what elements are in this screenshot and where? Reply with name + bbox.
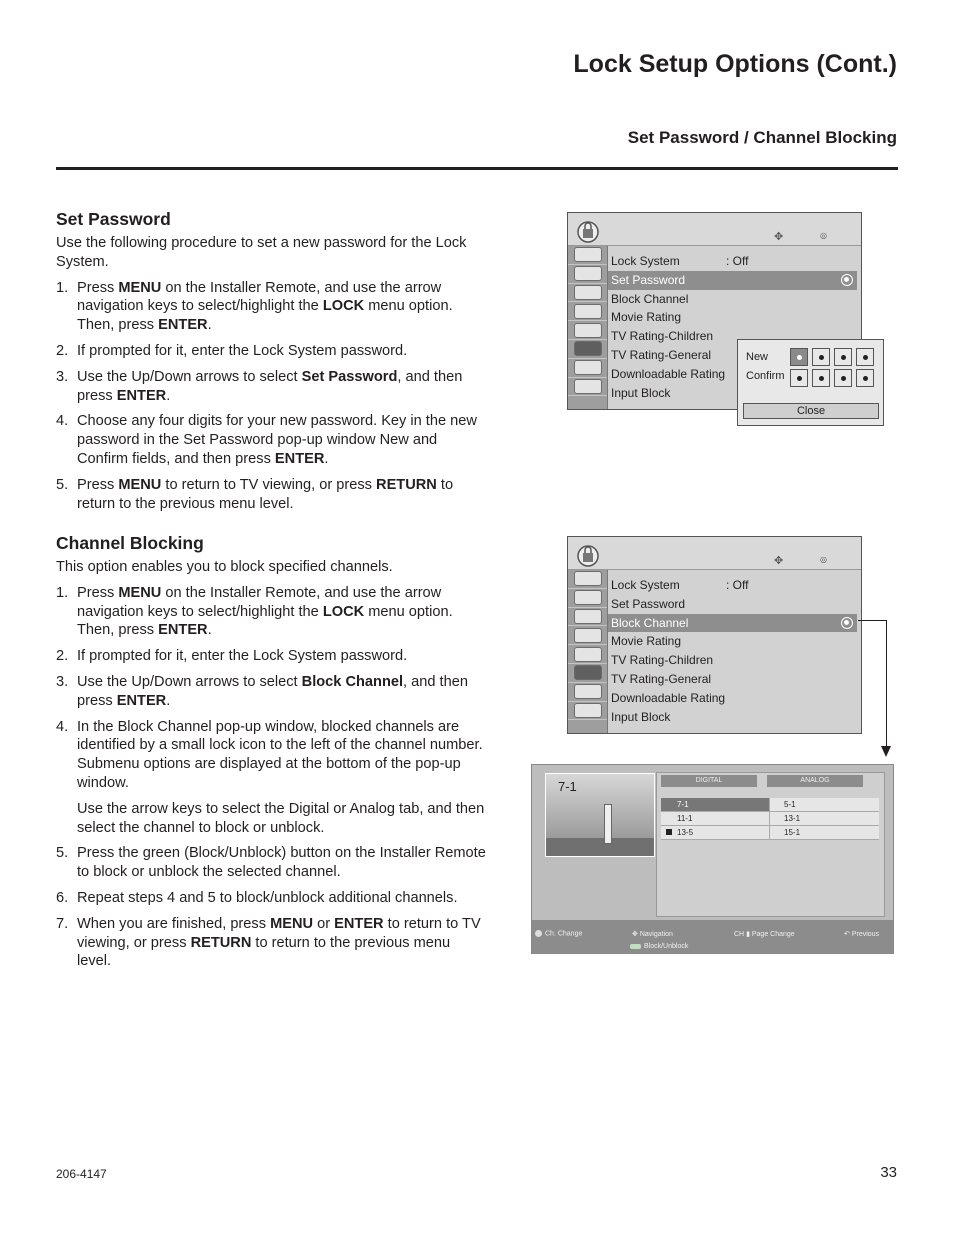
clock-icon [568, 626, 607, 645]
select-indicator-icon [841, 617, 853, 629]
set-password-step-5: 5. Press MENU to return to TV viewing, or press RETURN to return to the previous menu level. [56, 476, 454, 512]
menu-item-tv-rating-general[interactable]: TV Rating-General [611, 347, 712, 362]
connector-line [886, 620, 887, 748]
confirm-digit-2[interactable] [812, 369, 830, 387]
new-label: New [746, 351, 769, 363]
channel-cell[interactable]: 7-1 [661, 798, 770, 811]
settings-icon [568, 284, 607, 303]
option-icon [568, 321, 607, 340]
menu-item-input-block[interactable]: Input Block [611, 385, 671, 400]
picture-icon [568, 246, 607, 265]
green-button-icon [630, 944, 641, 949]
document-code: 206-4147 [56, 1167, 107, 1181]
lock-icon [666, 829, 672, 835]
channel-blocking-step-2: 2. If prompted for it, enter the Lock System password. [56, 648, 408, 665]
arrow-down-icon [881, 746, 891, 757]
lock-menu-icon [568, 664, 607, 683]
block-unblock-hint: Block/Unblock [630, 943, 688, 950]
set-password-step-3: 3. Use the Up/Down arrows to select Set Password, and then press ENTER. [56, 368, 463, 404]
set-password-intro: Use the following procedure to set a new password for the Lock System. [56, 235, 467, 270]
lighthouse-image [604, 804, 612, 844]
menu-item-movie-rating[interactable]: Movie Rating [611, 634, 682, 649]
screen-icon [568, 589, 607, 608]
confirm-digit-3[interactable] [834, 369, 852, 387]
navigation-icon: ✥ [774, 555, 784, 567]
channel-blocking-intro: This option enables you to block specified channels. [56, 559, 393, 575]
return-icon: ↶ [844, 931, 852, 938]
menu-item-downloadable-rating[interactable]: Downloadable Rating [611, 690, 726, 705]
channel-cell[interactable]: 11-1 [661, 812, 770, 825]
channel-blocking-section [56, 532, 486, 978]
new-digit-4[interactable] [856, 348, 874, 366]
table-row[interactable] [661, 798, 879, 812]
ch-rocker-icon: ▮ [744, 931, 752, 938]
tab-analog[interactable]: ANALOG [767, 775, 863, 787]
channel-blocking-heading: Channel Blocking [56, 533, 204, 553]
lock-icon [576, 541, 600, 567]
lock-icon [576, 217, 600, 243]
channel-cell[interactable]: 5-1 [770, 798, 879, 811]
channel-cell[interactable]: 13-1 [770, 812, 879, 825]
picture-icon [568, 570, 607, 589]
channel-blocking-step-5: 5. Press the green (Block/Unblock) button on the Installer Remote to block or unblock the selected channel. [56, 845, 486, 881]
lock-menu-block-channel [567, 536, 862, 734]
channel-list-panel [656, 772, 885, 917]
ch-change-hint: Ch. Change [535, 930, 582, 937]
menu-item-set-password[interactable]: Set Password [611, 596, 686, 611]
block-channel-screen [531, 764, 894, 954]
menu-header [568, 213, 861, 246]
lock-menu-icon [568, 340, 607, 359]
usb-icon [568, 702, 607, 721]
set-password-popup [737, 339, 884, 426]
menu-item-lock-system[interactable]: Lock System : Off [611, 254, 749, 268]
menu-item-movie-rating[interactable]: Movie Rating [611, 310, 682, 325]
header-rule [56, 167, 898, 170]
menu-icon-column [568, 246, 608, 409]
navigation-hint: ✥ Navigation [632, 931, 673, 938]
menu-header [568, 537, 861, 570]
section-title: Set Password / Channel Blocking [627, 128, 897, 147]
channel-preview [545, 773, 655, 857]
table-row[interactable] [661, 812, 879, 826]
set-password-step-4: 4. Choose any four digits for your new password. Key in the new password in the Set Password pop-up window New and Confirm fields, and then press ENTER. [56, 413, 477, 467]
channel-blocking-step-7: 7. When you are finished, press MENU or ENTER to return to TV viewing, or press RETURN to return to the previous menu level. [56, 915, 481, 970]
table-row[interactable] [661, 826, 879, 840]
channel-blocking-step-6: 6. Repeat steps 4 and 5 to block/unblock additional channels. [56, 889, 458, 906]
connector-line [858, 620, 887, 621]
ok-icon: ◎ [820, 231, 827, 240]
menu-items [608, 570, 861, 733]
channel-cell[interactable]: 15-1 [770, 826, 879, 839]
navigation-icon: ✥ [774, 231, 784, 243]
confirm-digit-1[interactable] [790, 369, 808, 387]
channel-blocking-step-3: 3. Use the Up/Down arrows to select Block Channel, and then press ENTER. [56, 673, 468, 709]
channel-blocking-step-1: 1. Press MENU on the Installer Remote, and use the arrow navigation keys to select/highlight the LOCK menu option. Then, press ENTER. [56, 584, 453, 639]
menu-item-set-password[interactable]: Set Password [608, 271, 857, 290]
menu-icon-column [568, 570, 608, 733]
channel-cell[interactable]: 13-5 [661, 826, 770, 839]
close-button[interactable]: Close [743, 403, 879, 419]
clock-icon [568, 302, 607, 321]
menu-item-downloadable-rating[interactable]: Downloadable Rating [611, 366, 726, 381]
set-password-section [56, 208, 486, 520]
confirm-label: Confirm [746, 370, 785, 382]
menu-item-tv-rating-general[interactable]: TV Rating-General [611, 671, 712, 686]
set-password-step-2: 2. If prompted for it, enter the Lock System password. [56, 342, 408, 359]
menu-item-block-channel[interactable]: Block Channel [611, 291, 689, 306]
channel-list [661, 798, 879, 840]
channel-blocking-step-4: 4. In the Block Channel pop-up window, blocked channels are identified by a small lock icon to the left of the channel number. Submenu options are displayed at the bottom of the pop-up window. Use the arrow keys to select the Digital or Analog tab, and then select the channel to block or unblock. [56, 718, 485, 836]
menu-item-lock-system[interactable]: Lock System : Off [611, 578, 749, 592]
new-digit-3[interactable] [834, 348, 852, 366]
tab-digital[interactable]: DIGITAL [661, 775, 757, 787]
usb-icon [568, 378, 607, 397]
option-icon [568, 645, 607, 664]
page-change-hint: CH ▮ Page Change [734, 931, 795, 938]
menu-item-tv-rating-children[interactable]: TV Rating-Children [611, 653, 714, 668]
menu-item-input-block[interactable]: Input Block [611, 709, 671, 724]
set-password-steps [56, 279, 486, 514]
select-indicator-icon [841, 274, 853, 286]
channel-blocking-steps [56, 584, 486, 971]
menu-item-block-channel[interactable]: Block Channel [608, 614, 857, 633]
menu-item-tv-rating-children[interactable]: TV Rating-Children [611, 329, 714, 344]
preview-channel-number: 7-1 [558, 779, 577, 794]
previous-hint: ↶ Previous [844, 931, 880, 938]
new-digit-2[interactable] [812, 348, 830, 366]
settings-icon [568, 608, 607, 627]
page-number: 33 [880, 1164, 897, 1181]
set-password-heading: Set Password [56, 209, 171, 229]
screen-icon [568, 265, 607, 284]
navigation-icon: ✥ [632, 931, 640, 938]
confirm-digit-4[interactable] [856, 369, 874, 387]
hint-bar [532, 920, 893, 954]
input-icon [568, 359, 607, 378]
input-icon [568, 683, 607, 702]
set-password-step-1: 1. Press MENU on the Installer Remote, and use the arrow navigation keys to select/highlight the LOCK menu option. Then, press ENTER. [56, 279, 453, 334]
ok-button-icon [535, 930, 542, 937]
ok-icon: ◎ [820, 555, 827, 564]
page-title: Lock Setup Options (Cont.) [573, 50, 897, 78]
new-digit-1[interactable] [790, 348, 808, 366]
